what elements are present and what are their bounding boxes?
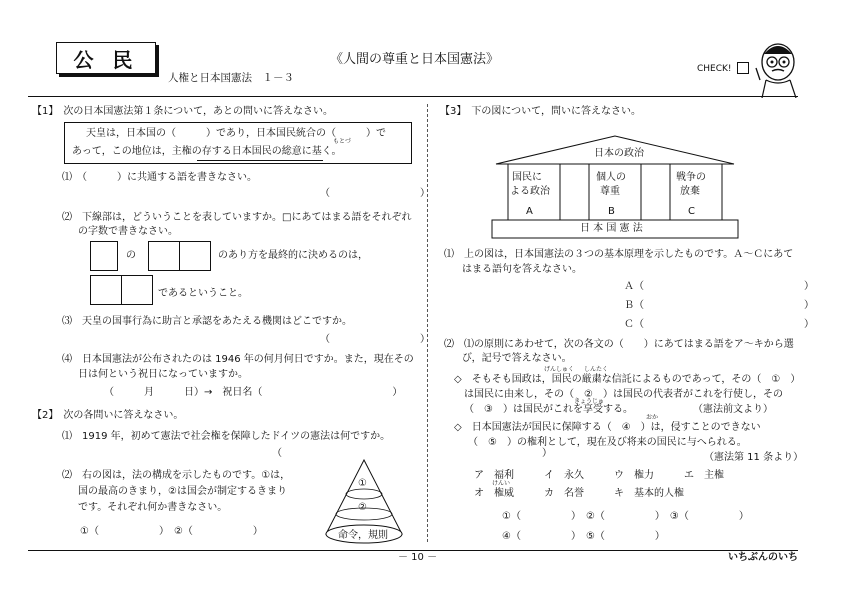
unit-subtitle: 人権と日本国憲法 １－３: [168, 72, 294, 84]
pyramid-label-2: ②: [358, 502, 367, 513]
q1-s4-line2: 日は何という祝日になっていますか。: [78, 369, 248, 380]
ruby-shintaku: しんたく: [584, 366, 609, 373]
ruby-genshuku: げんしゅく: [544, 366, 575, 373]
q1-a3[interactable]: （ ）: [320, 334, 430, 345]
q2-a2[interactable]: ①（ ） ②（ ）: [80, 526, 263, 537]
q2-s1: ⑴ 1919 年，初めて憲法で社会権を保障したドイツの憲法は何ですか。: [62, 431, 391, 442]
answers-row1[interactable]: ①（ ） ②（ ） ③（ ）: [502, 511, 749, 522]
article1-line2: あって，この地位は，主権の存する日本国民の総意に基く。: [72, 146, 342, 157]
passage1-line3: （ ③ ）は国民がこれを享受する。 （憲法前文より）: [464, 404, 773, 415]
q1-s4-line1: ⑷ 日本国憲法が公布されたのは 1946 年の何月何日ですか。また，現在その: [62, 354, 414, 365]
answer-square[interactable]: [90, 241, 118, 271]
q2-a1[interactable]: （ ）: [272, 448, 552, 459]
pillar-c-line2: 放棄: [680, 186, 700, 197]
footer-rule: [28, 550, 798, 551]
pyramid-base-label: 命令，規則: [338, 530, 388, 541]
ruby-ken-i: けんい: [492, 480, 511, 487]
q2-s2-line2: 国の最高のきまり，②は国会が制定するきまり: [78, 486, 287, 497]
q3-s1-line2: はまる語句を答えなさい。: [462, 264, 582, 275]
q1-heading: 【1】 次の日本国憲法第１条について，あとの問いに答えなさい。: [32, 106, 333, 117]
passage2-line3: （憲法第 11 条より）: [704, 452, 804, 463]
q1-s3: ⑶ 天皇の国事行為に助言と承認をあたえる機関はどこですか。: [62, 316, 352, 327]
teacher-mascot-icon: [752, 40, 804, 98]
q1-s1: ⑴ （ ）に共通する語を書きなさい。: [62, 172, 257, 183]
q1-s2-line2: の字数で書きなさい。: [78, 226, 178, 237]
q1-s2-after2: であるということ。: [158, 288, 248, 299]
q1-a1[interactable]: （ ）: [320, 188, 430, 199]
q3-heading: 【3】 下の図について，問いに答えなさい。: [440, 106, 641, 117]
pillar-a-line2: よる政治: [510, 186, 550, 197]
passage2-line1: ◇ 日本国憲法が国民に保障する（ ④ ）は，侵すことのできない: [454, 422, 761, 433]
q2-s2-line1: ⑵ 右の図は，法の構成を示したものです。①は，: [62, 470, 291, 481]
q1-s2-line1: ⑵ 下線部は，どういうことを表していますか。□にあてはまる語をそれぞれ: [62, 212, 412, 223]
q3-answer-b[interactable]: Ｂ（ ）: [624, 300, 814, 311]
pillar-b-line1: 個人の: [596, 172, 626, 183]
q1-a4[interactable]: （ 月 日）→ 祝日名（ ）: [104, 387, 403, 398]
pillar-a-line1: 国民に: [512, 172, 542, 183]
pillar-c-line1: 戦争の: [676, 172, 706, 183]
choices-row2: オ 権威 カ 名誉 キ 基本的人権: [474, 488, 684, 499]
q3-s1-line1: ⑴ 上の図は，日本国憲法の３つの基本原理を示したものです。Ａ～Ｃにあて: [444, 249, 794, 260]
article1-line1: 天皇は，日本国の（ ）であり，日本国民統合の（ ）で: [86, 128, 386, 139]
brand-name: いちぶんのいち: [728, 552, 798, 563]
pillar-b-line2: 尊重: [600, 186, 620, 197]
pillar-b-letter: B: [608, 206, 615, 217]
q2-heading: 【2】 次の各問いに答えなさい。: [32, 410, 184, 421]
pyramid-label-1: ①: [358, 478, 367, 489]
header-rule: [28, 96, 798, 97]
q1-s2-no: の: [126, 250, 136, 261]
subject-label: 公 民: [56, 42, 156, 74]
answer-square[interactable]: [179, 241, 211, 271]
passage2-line2: （ ⑤ ）の権利として，現在及び将来の国民に与へられる。: [468, 437, 747, 448]
q3-answer-a[interactable]: Ａ（ ）: [624, 281, 814, 292]
q3-s2-line1: ⑵ ⑴の原則にあわせて，次の各文の（ ）にあてはまる語をア～キから選: [444, 339, 794, 350]
q3-answer-c[interactable]: Ｃ（ ）: [624, 319, 814, 330]
answer-square[interactable]: [148, 241, 180, 271]
pillar-c-letter: C: [688, 206, 695, 217]
answers-row2[interactable]: ④（ ） ⑤（ ）: [502, 531, 665, 542]
passage1-line2: は国民に由来し，その（ ② ）は国民の代表者がこれを行使し，その: [464, 389, 783, 400]
q1-s2-after1: のあり方を最終的に決めるのは，: [218, 250, 368, 261]
q2-s2-line3: です。それぞれ何か書きなさい。: [78, 502, 228, 513]
article1-underline: [197, 160, 323, 161]
foundation-label: 日 本 国 憲 法: [580, 223, 643, 234]
q3-s2-line2: び，記号で答えなさい。: [462, 353, 572, 364]
roof-label: 日本の政治: [594, 148, 644, 159]
pillar-a-letter: A: [526, 206, 533, 217]
check-box[interactable]: [737, 62, 749, 74]
column-divider: [427, 104, 428, 542]
passage1-line1: ◇ そもそも国政は，国民の厳粛な信託によるものであって，その（ ① ）: [454, 374, 801, 385]
choices-row1: ア 福利 イ 永久 ウ 権力 エ 主権: [474, 470, 724, 481]
ruby-motozuku: もとづ: [333, 138, 351, 145]
answer-square[interactable]: [121, 275, 153, 305]
ruby-kyoju: きょうじゅ: [574, 398, 605, 405]
answer-square[interactable]: [90, 275, 122, 305]
ruby-okasu: おか: [646, 414, 659, 421]
check-label: CHECK!: [697, 64, 732, 74]
page-title: 《人間の尊重と日本国憲法》: [330, 52, 500, 67]
page-number: － 10 －: [398, 552, 438, 563]
